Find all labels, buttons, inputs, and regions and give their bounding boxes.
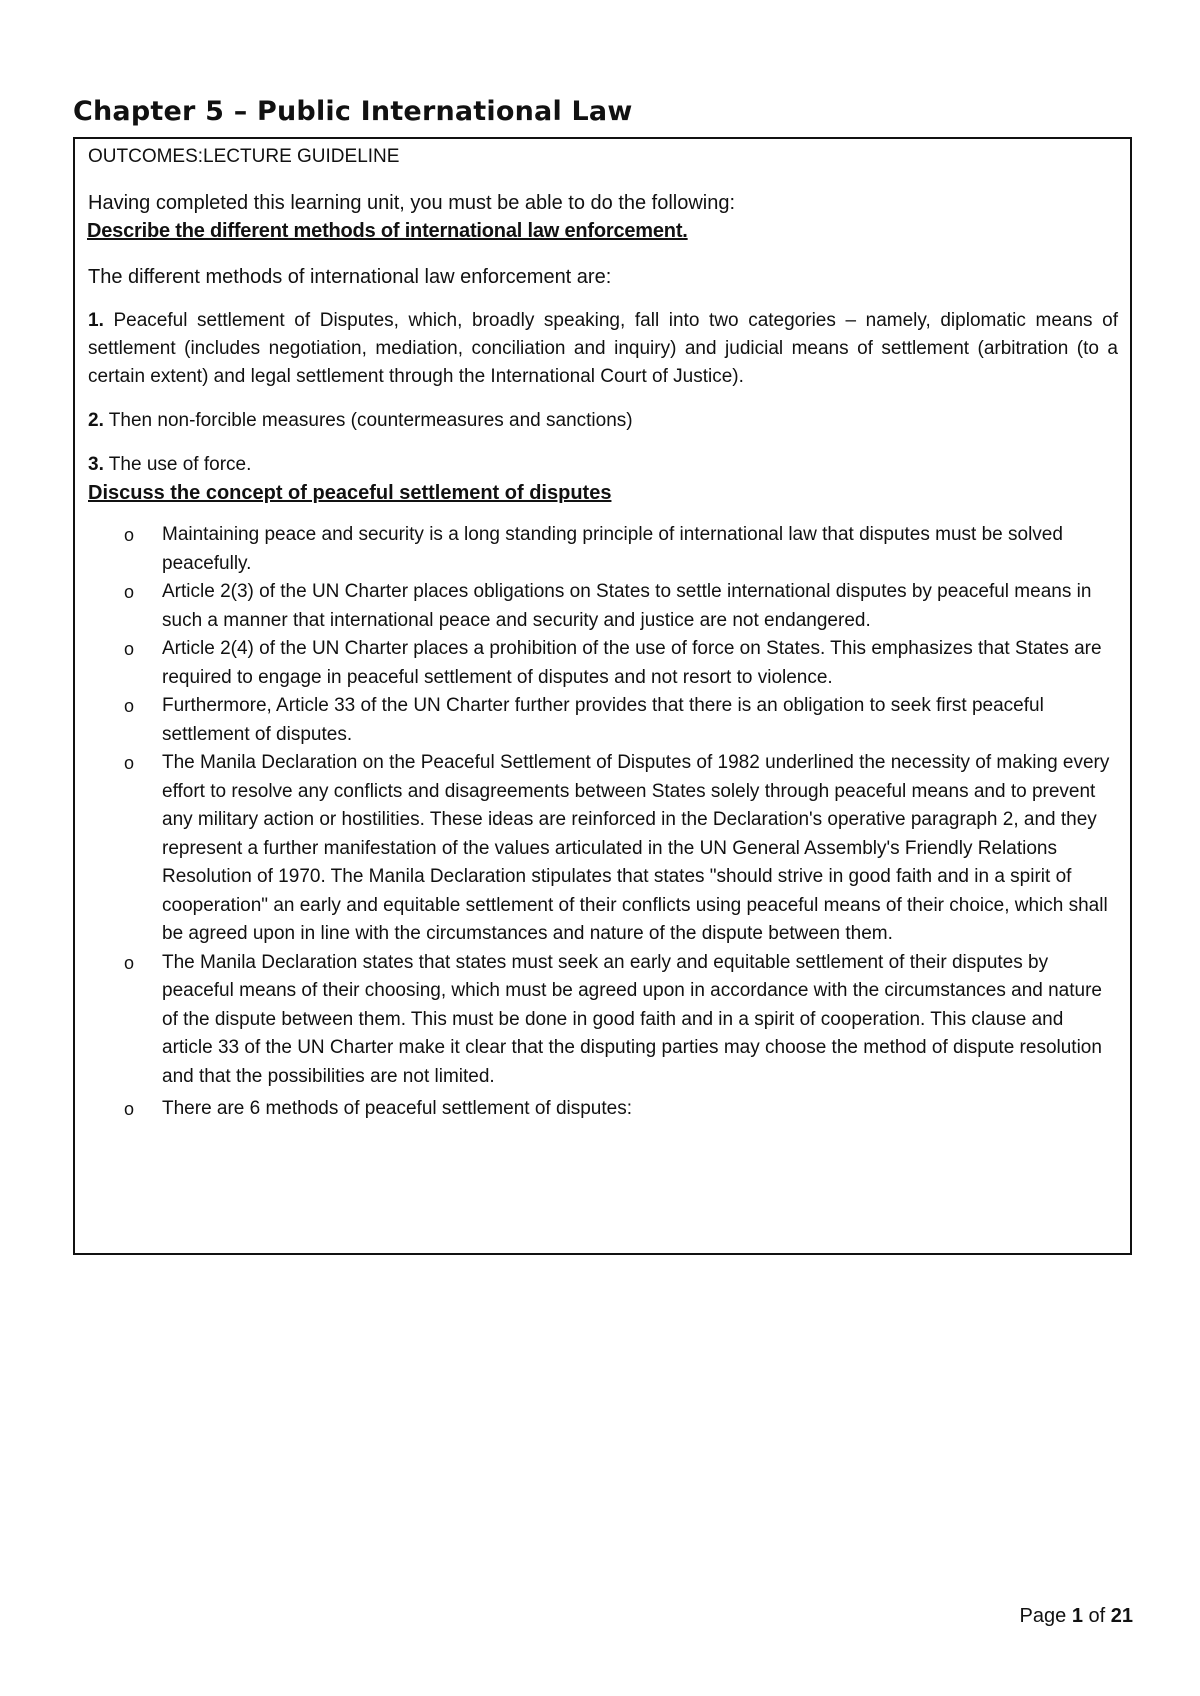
page-of: of [1088, 1605, 1106, 1627]
outcomes-box [73, 137, 1132, 1255]
bullet-marker: o [124, 753, 135, 773]
page-total: 21 [1110, 1605, 1133, 1627]
method-number: 1. [88, 310, 104, 331]
methods-heading: The different methods of international law enforcement are: [88, 266, 612, 288]
bullet-text: The Manila Declaration on the Peaceful Settlement of Disputes of 1982 underlined the necessity of making every effort to resolve any conflicts and disagreements between States solely through peaceful means and to prevent any military action or hostilities. These ideas are reinforced in the Declaration's operative paragraph 2, and they represent a further manifestation of the values articulated in the UN General Assembly's Friendly Relations Resolution of 1970. The Manila Declaration stipulates that states "should strive in good faith and in a spirit of cooperation" an early and equitable settlement of their conflicts using peaceful means of their choice, which shall be agreed upon in line with the circumstances and nature of the dispute between them. [162, 752, 1110, 944]
bullet-marker: o [124, 696, 135, 716]
method-text: Peaceful settlement of Disputes, which, broadly speaking, fall into two categories – namely, diplomatic means of settlement (includes negotiation, mediation, conciliation and inquiry) and judicial means of settlement (arbitration (to a certain extent) and legal settlement through the International Court of Justice). [88, 310, 1118, 387]
bullet-text: Furthermore, Article 33 of the UN Charter further provides that there is an obligation to seek first peaceful settlement of disputes. [162, 695, 1044, 745]
list-item [124, 949, 1118, 1092]
list-item [124, 1095, 1118, 1124]
bullet-text: Maintaining peace and security is a long standing principle of international law that disputes must be solved peacefully. [162, 524, 1063, 574]
list-item [124, 692, 1118, 749]
bullet-marker: o [124, 639, 135, 659]
list-item [124, 578, 1118, 635]
bullet-marker: o [124, 582, 135, 602]
method-text: The use of force. [103, 454, 252, 475]
bullet-text: The Manila Declaration states that states must seek an early and equitable settlement of their disputes by peaceful means of their choosing, which must be agreed upon in accordance with the circumstances and nature of the dispute between them. This must be done in good faith and in a spirit of cooperation. This clause and article 33 of the UN Charter make it clear that the disputing parties may choose the method of dispute resolution and that the possibilities are not limited. [162, 951, 1102, 1087]
method-text: Then non-forcible measures (countermeasures and sanctions) [103, 410, 633, 431]
intro-text: Having completed this learning unit, you must be able to do the following: [88, 192, 736, 214]
list-item [124, 749, 1118, 949]
method-item [88, 407, 1118, 435]
bullet-text: Article 2(3) of the UN Charter places obligations on States to settle international disputes by peaceful means in such a manner that international peace and security and justice are not endangered. [162, 581, 1092, 631]
page-number [1020, 1605, 1133, 1628]
objective-heading: Describe the different methods of international law enforcement. [87, 220, 688, 242]
concept-heading: Discuss the concept of peaceful settlement of disputes [88, 482, 612, 504]
list-item [124, 635, 1118, 692]
page-title: Chapter 5 – Public International Law [73, 96, 633, 127]
bullet-text: Article 2(4) of the UN Charter places a prohibition of the use of force on States. This emphasizes that States are required to engage in peaceful settlement of disputes and not resort to violence. [162, 638, 1102, 688]
bullet-list [88, 521, 1118, 1124]
bullet-marker: o [124, 952, 135, 973]
method-item [88, 451, 1118, 479]
box-header: OUTCOMES:LECTURE GUIDELINE [88, 146, 400, 167]
page-label: Page [1019, 1605, 1067, 1627]
method-number: 2. [88, 410, 104, 431]
bullet-marker: o [124, 1099, 135, 1119]
bullet-marker: o [124, 525, 135, 545]
list-item [124, 521, 1118, 578]
method-number: 3. [88, 454, 104, 475]
method-item [88, 307, 1118, 391]
bullet-text: There are 6 methods of peaceful settlement of disputes: [162, 1098, 632, 1119]
page-current: 1 [1071, 1605, 1083, 1627]
